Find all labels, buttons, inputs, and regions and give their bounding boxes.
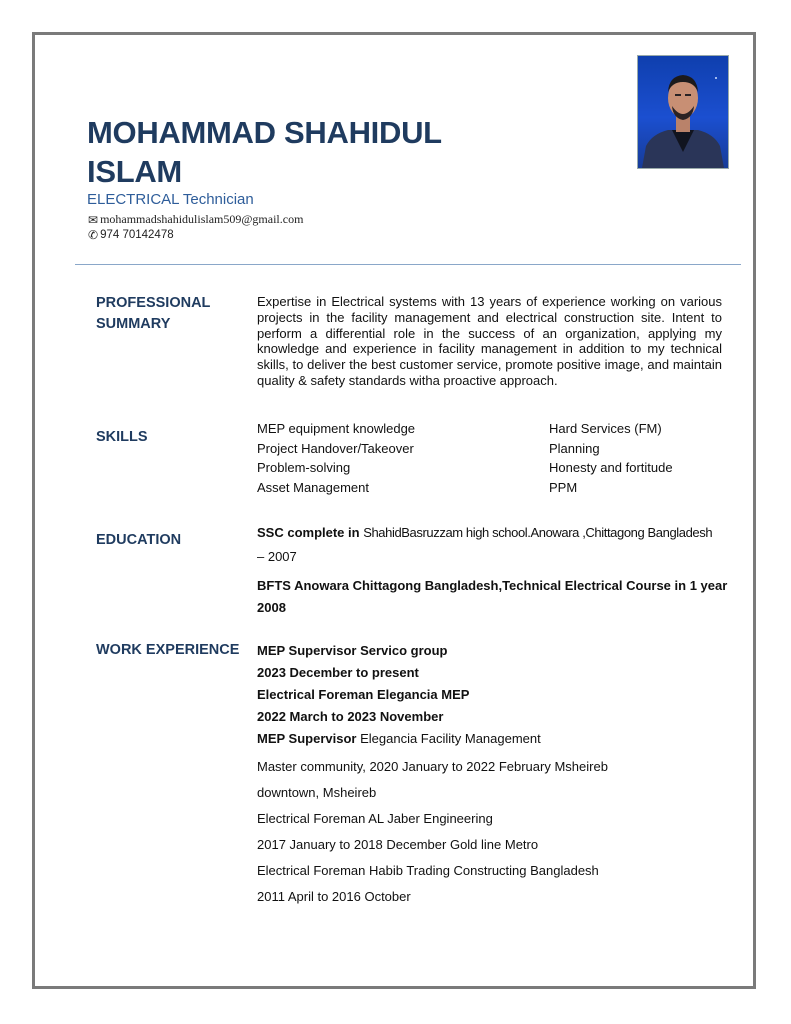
education-entry xyxy=(257,575,735,619)
skill-item: Problem-solving xyxy=(257,460,351,475)
job-dates: 2017 January to 2018 December Gold line Metro xyxy=(257,837,539,852)
section-label-education: EDUCATION xyxy=(96,532,182,548)
job-details: Master community, 2020 January to 2022 February Msheireb xyxy=(257,759,608,774)
profile-photo xyxy=(637,55,729,169)
summary-text: Expertise in Electrical systems with 13 years of experience working on various projects in the facility management and electrical construction site. Intent to perform a differential role in the success of an organization, applying my knowledge and experience in facility management in addition to my technical skills, to deliver the best customer service, promote positive image, and maintain quality & safety standards witha proactive approach. xyxy=(257,294,722,388)
education-degree: SSC complete in xyxy=(257,525,360,540)
name-line-1: MOHAMMAD SHAHIDUL xyxy=(87,115,442,150)
header-divider xyxy=(75,264,741,265)
education-entry-line xyxy=(257,522,735,544)
job-title xyxy=(257,728,727,750)
skill-item: MEP equipment knowledge xyxy=(257,421,416,436)
work-experience-list xyxy=(257,640,727,910)
job-dates: 2022 March to 2023 November xyxy=(257,709,444,724)
job-dates: 2011 April to 2016 October xyxy=(257,889,411,904)
education-list xyxy=(257,522,735,619)
job-title: Electrical Foreman Elegancia MEP xyxy=(257,687,470,702)
job-title: Electrical Foreman AL Jaber Engineering xyxy=(257,811,493,826)
envelope-icon: ✉ xyxy=(88,212,99,227)
education-entry xyxy=(257,522,735,570)
job-title: Electrical Foreman Habib Trading Constructing Bangladesh xyxy=(257,863,599,878)
skill-item: Planning xyxy=(549,440,600,456)
job-details: downtown, Msheireb xyxy=(257,785,377,800)
name-line-2: ISLAM xyxy=(87,154,182,189)
person-silhouette-icon xyxy=(638,56,728,168)
job-title: MEP Supervisor Servico group xyxy=(257,643,448,658)
education-course: BFTS Anowara Chittagong Bangladesh,Technical Electrical Course in 1 year xyxy=(257,578,728,593)
section-label-skills: SKILLS xyxy=(96,429,148,445)
section-label-work: WORK EXPERIENCE xyxy=(96,642,240,658)
skill-item: Project Handover/Takeover xyxy=(257,440,414,456)
skill-item: Honesty and fortitude xyxy=(549,460,673,475)
job-role: ELECTRICAL Technician xyxy=(87,191,254,208)
email-contact xyxy=(88,212,303,227)
education-school: ShahidBasruzzam high school.Anowara ,Chittagong Bangladesh xyxy=(363,525,713,540)
phone-number[interactable]: 974 70142478 xyxy=(100,229,174,241)
education-course-year: 2008 xyxy=(257,600,286,615)
candidate-name xyxy=(87,113,507,191)
phone-icon: ✆ xyxy=(88,228,99,242)
skill-item: Hard Services (FM) xyxy=(549,421,662,436)
skill-item: Asset Management xyxy=(257,479,370,495)
job-dates: 2023 December to present xyxy=(257,665,419,680)
skill-item: PPM xyxy=(549,479,578,495)
job-company: Elegancia Facility Management xyxy=(360,731,541,746)
education-year: – 2007 xyxy=(257,549,297,564)
skills-list xyxy=(257,419,697,497)
phone-contact xyxy=(88,229,174,241)
job-title-bold: MEP Supervisor xyxy=(257,731,357,746)
summary-label-line-1: PROFESSIONAL xyxy=(96,295,211,311)
email-address[interactable]: mohammadshahidulislam509@gmail.com xyxy=(100,212,304,226)
summary-label-line-2: SUMMARY xyxy=(96,316,171,332)
section-label-summary xyxy=(96,293,210,335)
